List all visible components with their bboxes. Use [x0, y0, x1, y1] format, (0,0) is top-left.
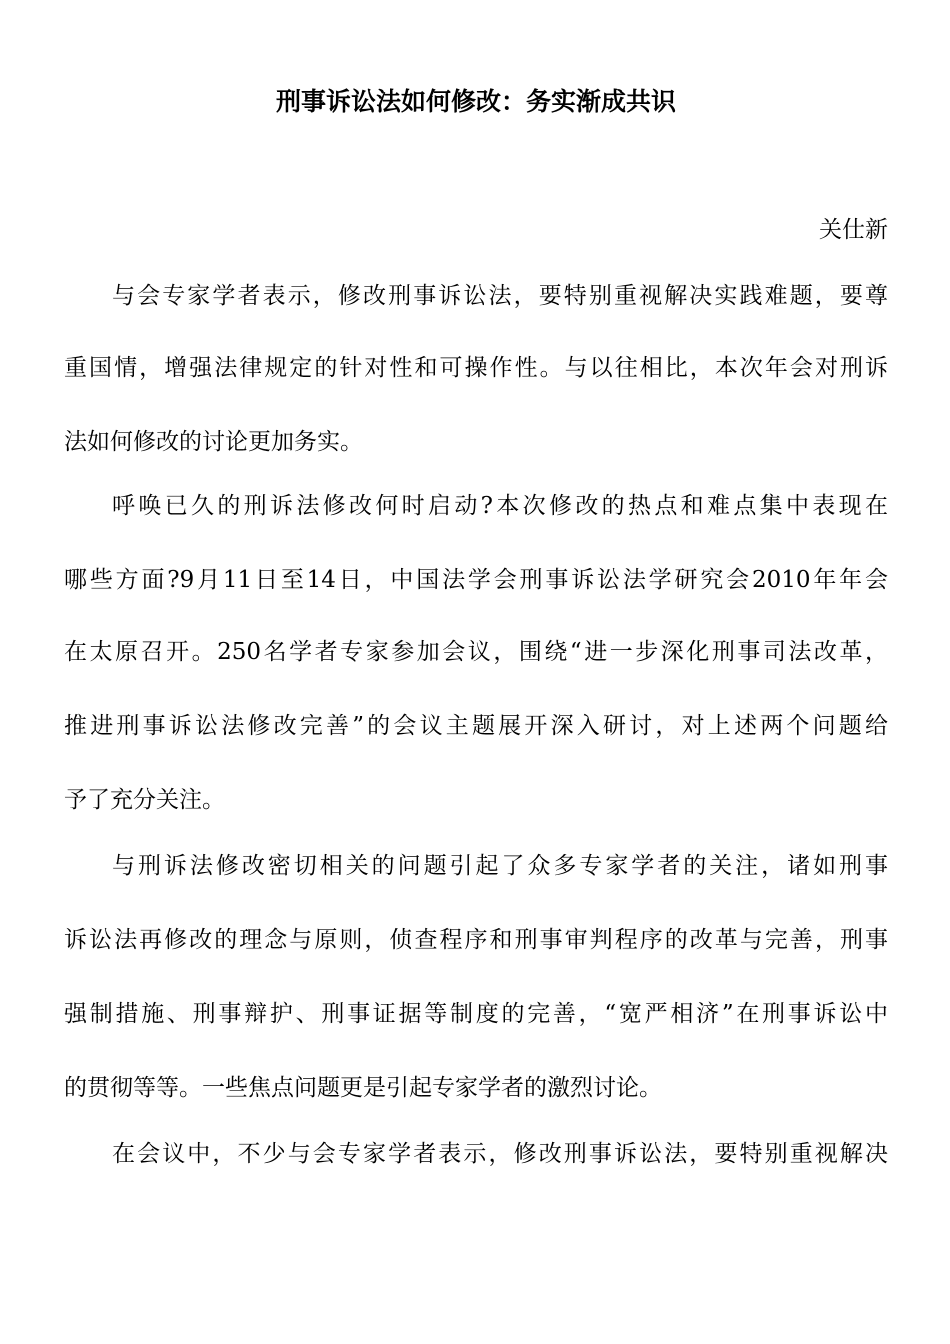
text-line: 予了充分关注。	[64, 787, 225, 813]
text-line: 呼唤已久的刑诉法修改何时启动?本次修改的热点和难点集中表现在	[112, 493, 888, 519]
text-line: 诉讼法再修改的理念与原则，侦查程序和刑事审判程序的改革与完善，刑事	[64, 927, 888, 953]
author-name: 关仕新	[819, 217, 888, 243]
text-line: 推进刑事诉讼法修改完善”的会议主题展开深入研讨，对上述两个问题给	[64, 713, 888, 739]
text-line: 与会专家学者表示，修改刑事诉讼法，要特别重视解决实践难题，要尊	[112, 283, 888, 309]
text-line: 在太原召开。250名学者专家参加会议，围绕“进一步深化刑事司法改革，	[64, 639, 888, 665]
text-line: 在会议中，不少与会专家学者表示，修改刑事诉讼法，要特别重视解决	[112, 1141, 888, 1167]
document-title: 刑事诉讼法如何修改：务实渐成共识	[275, 87, 676, 116]
text-line: 哪些方面?9月11日至14日，中国法学会刑事诉讼法学研究会2010年年会	[64, 567, 888, 593]
text-line: 法如何修改的讨论更加务实。	[64, 429, 363, 455]
text-line: 强制措施、刑事辩护、刑事证据等制度的完善，“宽严相济”在刑事诉讼中	[64, 1001, 888, 1027]
text-line: 的贯彻等等。一些焦点问题更是引起专家学者的激烈讨论。	[64, 1075, 662, 1101]
text-line: 重国情，增强法律规定的针对性和可操作性。与以往相比，本次年会对刑诉	[64, 355, 888, 381]
text-line: 与刑诉法修改密切相关的问题引起了众多专家学者的关注，诸如刑事	[112, 853, 888, 879]
